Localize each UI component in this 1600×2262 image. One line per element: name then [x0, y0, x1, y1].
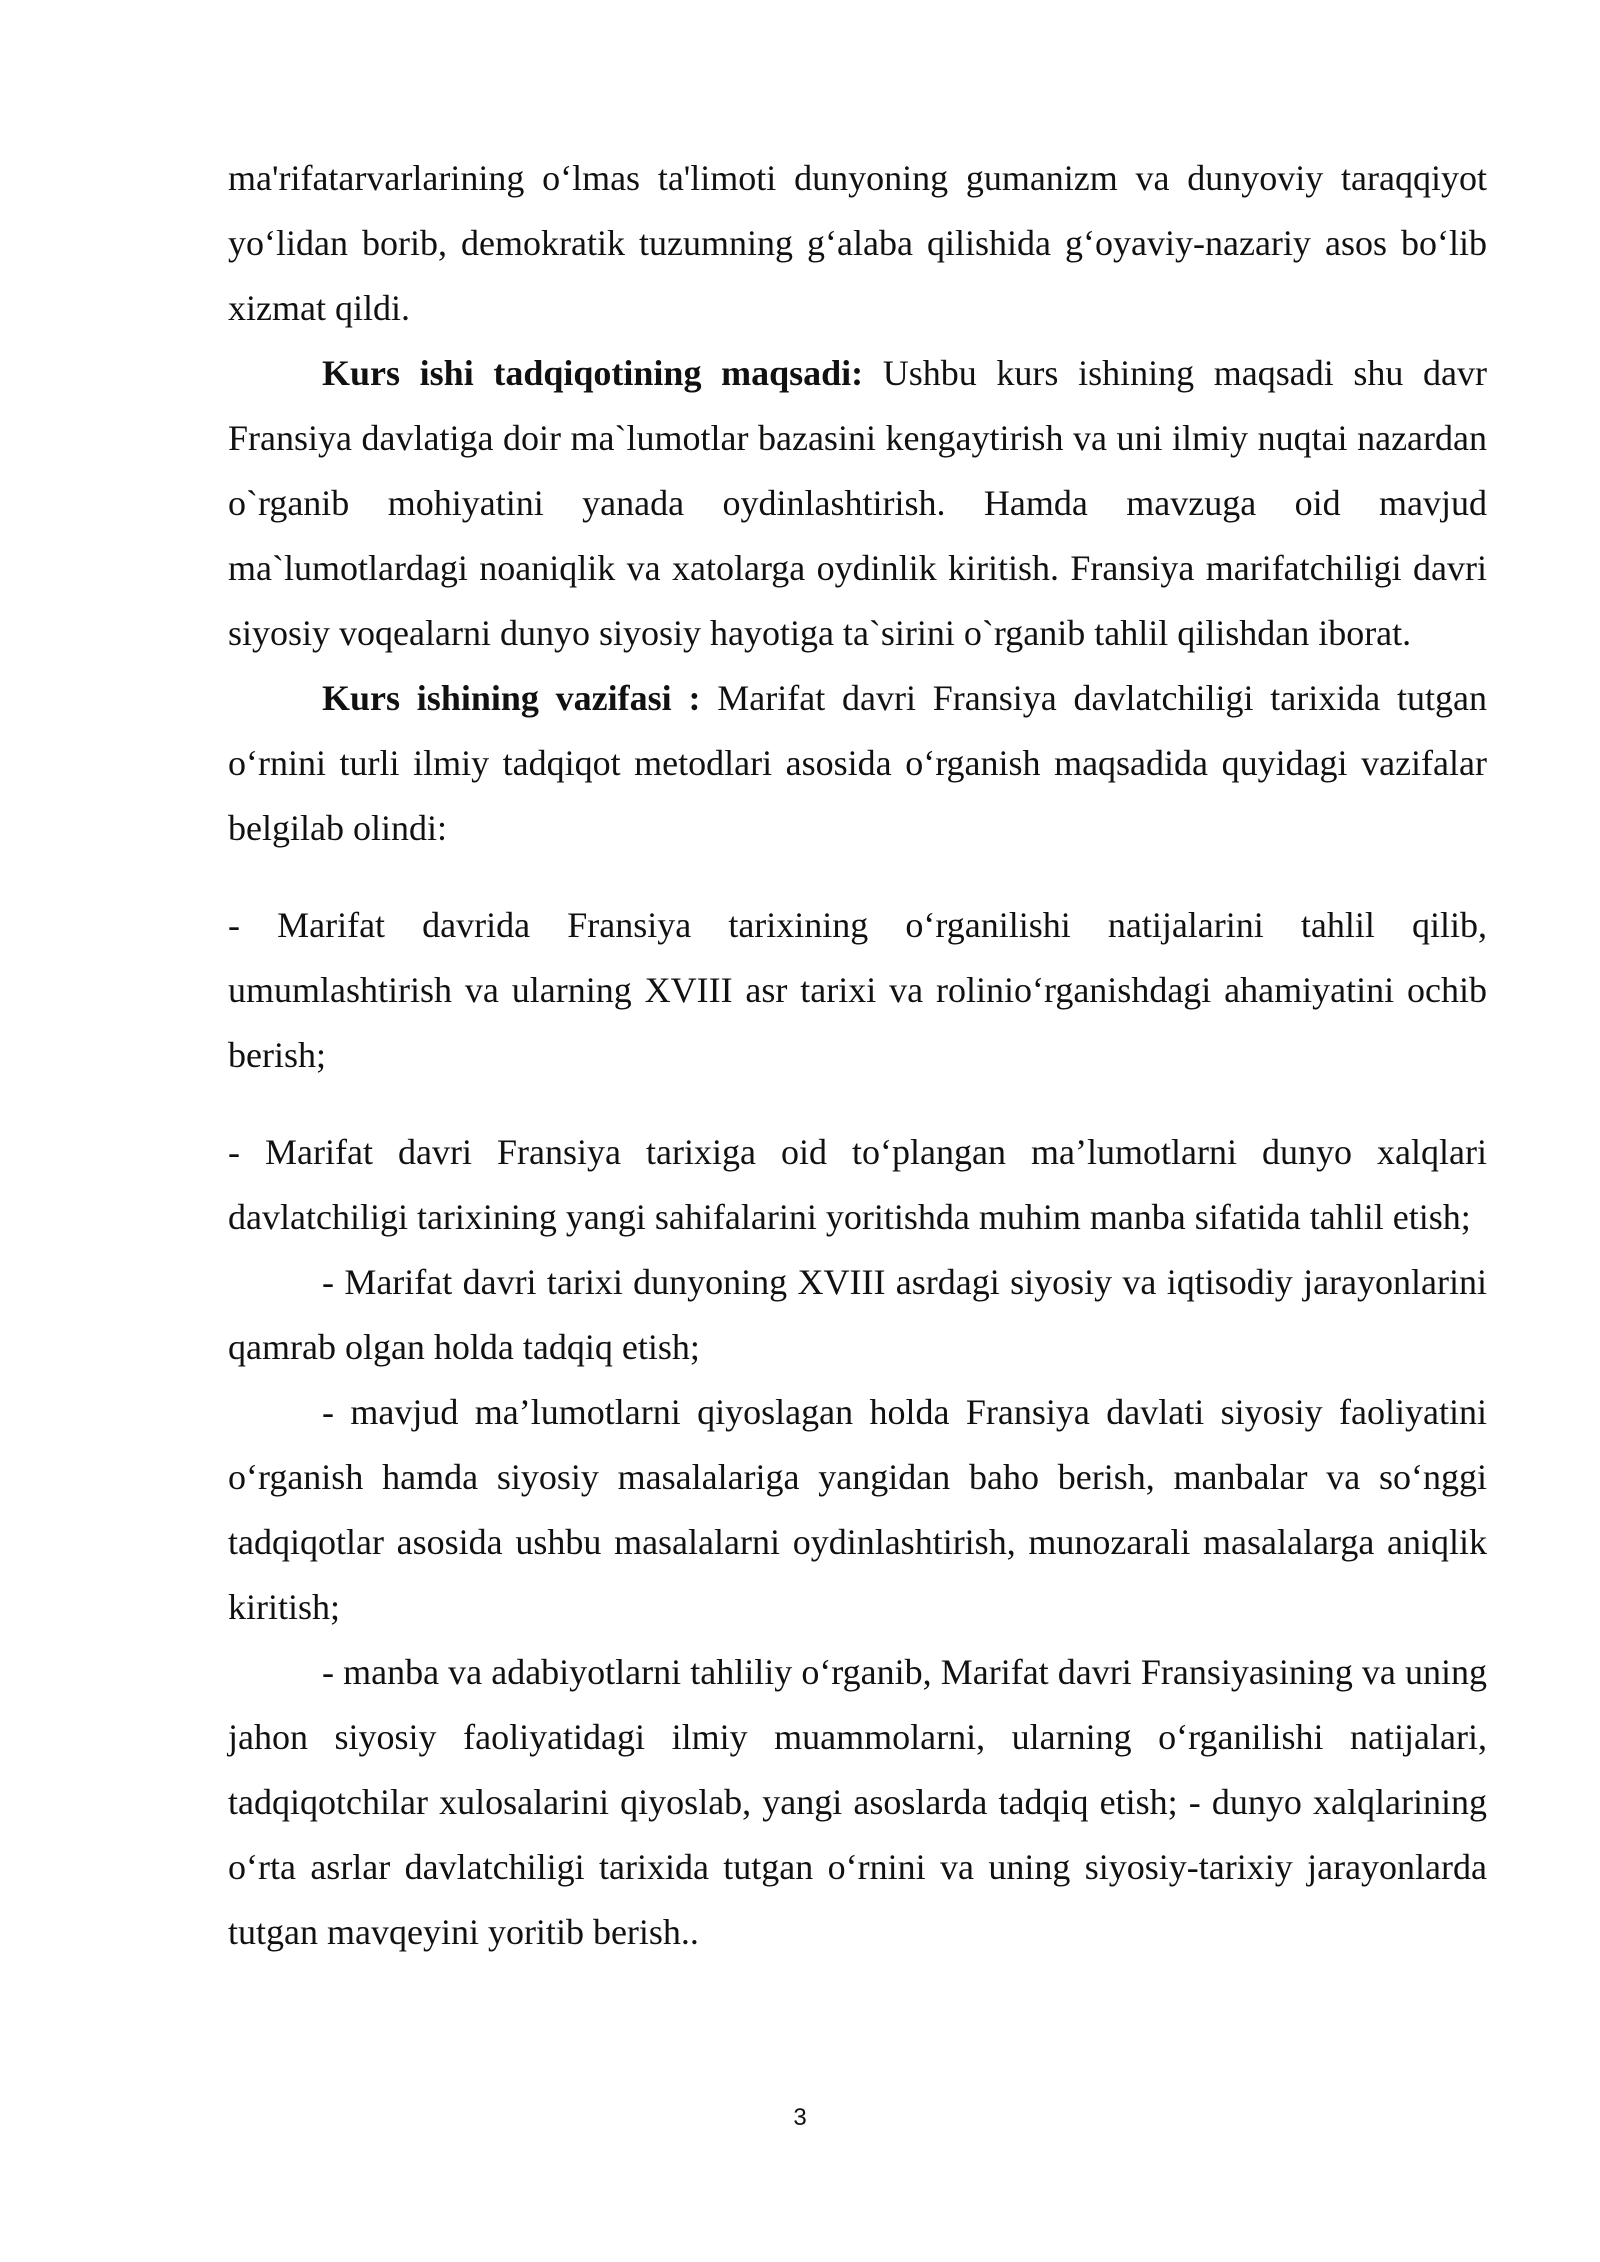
task-item-3: - Marifat davri tarixi dunyoning XVIII asrdagi siyosiy va iqtisodiy jarayonlarini qamrab olgan holda tadqiq etish; — [228, 1262, 1487, 1367]
tasks-text: Marifat davri Fransiya davlatchiligi tarixida tutgan o‘rnini turli ilmiy tadqiqot metodlari asosida o‘rganish maqsadida quyidagi vazifalar belgilab olindi: — [228, 678, 1487, 848]
task-item-5: - manba va adabiyotlarni tahliliy o‘rganib, Marifat davri Fransiyasining va uning jahon siyosiy faoliyatidagi ilmiy muammolarni, ularning o‘rganilishi natijalari, tadqiqotchilar xulosalarini qiyoslab, yangi asoslarda tadqiq etish; - dunyo xalqlarining o‘rta asrlar davlatchiligi tarixida tutgan o‘rnini va uning siyosiy-tarixiy jarayonlarda tutgan mavqeyini yoritib berish.. — [228, 1652, 1487, 1952]
page-number: 3 — [793, 2104, 807, 2131]
task-item-4: - mavjud ma’lumotlarni qiyoslagan holda Fransiya davlati siyosiy faoliyatini o‘rganish hamda siyosiy masalalariga yangidan baho berish, manbalar va so‘nggi tadqiqotlar asosida ushbu masalalarni oydinlashtirish, munozarali masalalarga aniqlik kiritish; — [228, 1392, 1487, 1627]
paragraph-intro: ma'rifatarvarlarining o‘lmas ta'limoti dunyoning gumanizm va dunyoviy taraqqiyot yo‘lidan borib, demokratik tuzumning g‘alaba qilishida g‘oyaviy-nazariy asos bo‘lib xizmat qildi. — [228, 158, 1487, 328]
page-body — [228, 146, 1487, 1965]
paragraph-goal — [228, 341, 1487, 666]
task-item-2: - Marifat davri Fransiya tarixiga oid to‘plangan ma’lumotlarni dunyo xalqlari davlatchiligi tarixining yangi sahifalarini yoritishda muhim manba sifatida tahlil etish; — [228, 1132, 1487, 1237]
goal-heading: Kurs ishi tadqiqotining maqsadi: — [322, 353, 864, 393]
tasks-heading: Kurs ishining vazifasi : — [322, 678, 701, 718]
task-item-1: - Marifat davrida Fransiya tarixining o‘rganilishi natijalarini tahlil qilib, umumlashtirish va ularning XVIII asr tarixi va rolinio‘rganishdagi ahamiyatini ochib berish; — [228, 905, 1487, 1075]
paragraph-tasks — [228, 666, 1487, 861]
goal-text: Ushbu kurs ishining maqsadi shu davr Fransiya davlatiga doir ma`lumotlar bazasini kengaytirish va uni ilmiy nuqtai nazardan o`rganib mohiyatini yanada oydinlashtirish. Hamda mavzuga oid mavjud ma`lumotlardagi noaniqlik va xatolarga oydinlik kiritish. Fransiya marifatchiligi davri siyosiy voqealarni dunyo siyosiy hayotiga ta`sirini o`rganib tahlil qilishdan iborat. — [228, 353, 1487, 653]
